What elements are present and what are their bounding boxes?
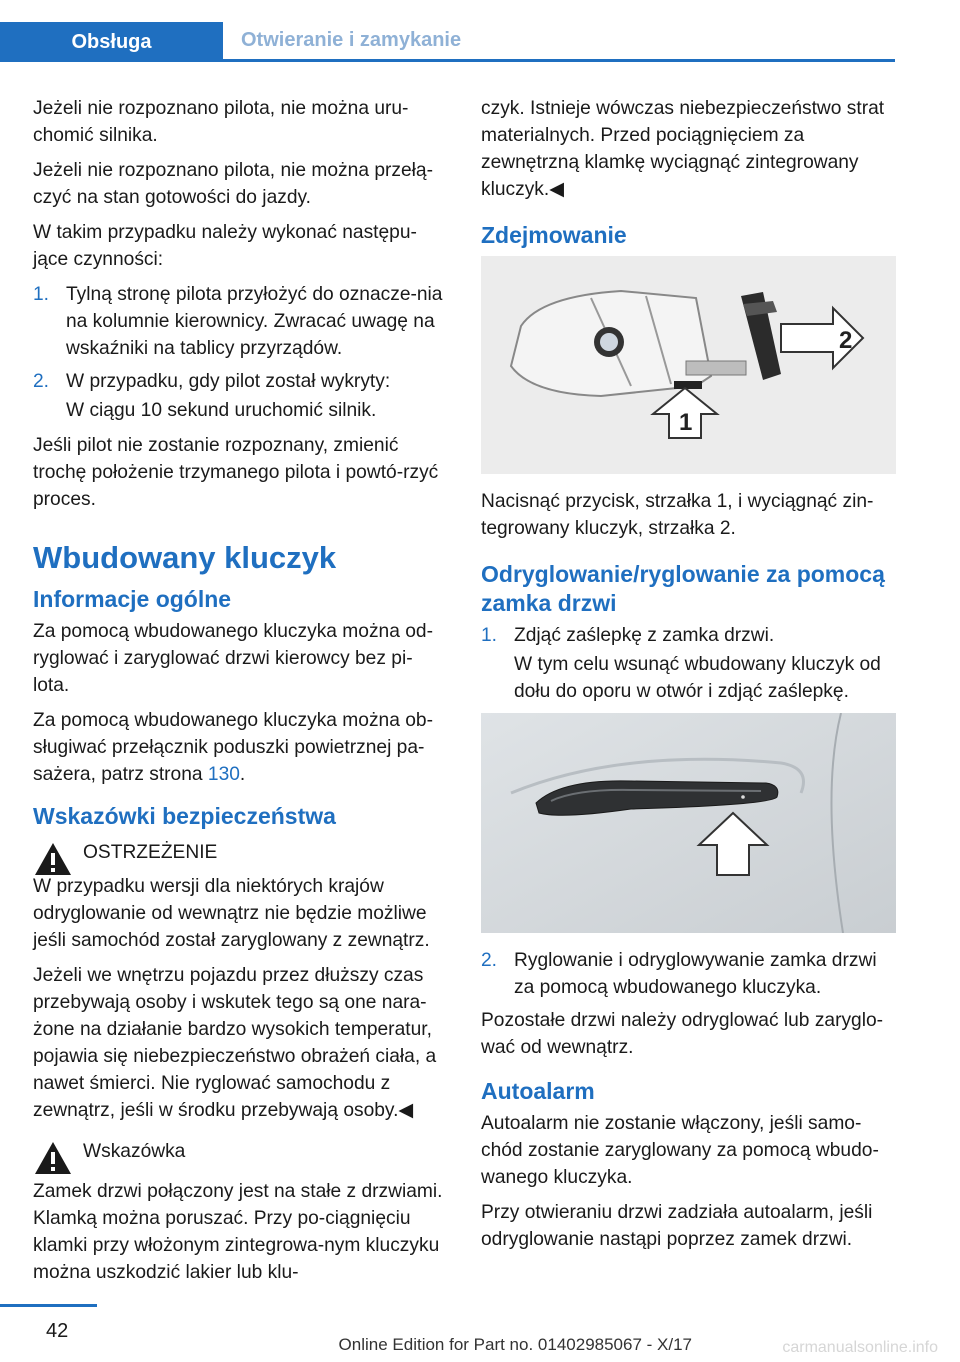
list-subtext: W tym celu wsunąć wbudowany kluczyk od dołu do oporu w otwór i zdjąć zaślepkę. bbox=[514, 654, 881, 702]
list-text: Zdjąć zaślepkę z zamka drzwi. bbox=[514, 625, 775, 646]
left-column bbox=[33, 95, 448, 1294]
warning-text: W przypadku wersji dla niektórych krajów odryglowanie od wewnątrz nie będzie możliwe jeśli samochód został zaryglowany z zewnątrz. bbox=[33, 876, 430, 951]
list-text: Tylną stronę pilota przyłożyć do oznacze‐nia na kolumnie kierownicy. Zwracać uwagę na wskaźniki na tablicy przyrządów. bbox=[66, 284, 443, 359]
subsection-heading: Wskazówki bezpieczeństwa bbox=[33, 803, 336, 829]
subsection-heading: Odryglowanie/ryglowanie za pomocą zamka drzwi bbox=[481, 561, 885, 616]
list-item bbox=[33, 368, 448, 395]
key-illustration bbox=[481, 256, 896, 474]
paragraph: Nacisnąć przycisk, strzałka 1, i wyciągnąć zin‐tegrowany kluczyk, strzałka 2. bbox=[481, 491, 874, 539]
list-item bbox=[33, 281, 448, 362]
list-number: 1. bbox=[481, 625, 498, 646]
arrow-1-label: 1 bbox=[679, 409, 693, 436]
paragraph: Przy otwieraniu drzwi zadziała autoalarm, jeśli odryglowanie nastąpi poprzez zamek drzwi. bbox=[481, 1202, 873, 1250]
tab-obsluga[interactable]: Obsługa bbox=[0, 22, 223, 62]
subsection-heading: Zdejmowanie bbox=[481, 222, 627, 248]
header-tabbar bbox=[0, 0, 895, 62]
warning-text: Jeżeli we wnętrzu pojazdu przez dłuższy czas przebywają osoby i wskutek tego są one nara‐żone na działanie bardzo wysokich temperatur, pojawia się niebezpieczeństwo obrażeń ciała, a nawet śmierci. Nie ryglować samochodu z zewnątrz, jeśli w środku przebywają osoby.◀ bbox=[33, 965, 437, 1121]
list-number: 2. bbox=[33, 371, 50, 392]
list-number: 1. bbox=[33, 284, 50, 305]
list-number: 2. bbox=[481, 950, 498, 971]
warning-heading: OSTRZEŻENIE bbox=[83, 842, 218, 863]
door-handle-illustration bbox=[481, 713, 896, 933]
paragraph: Pozostałe drzwi należy odryglować lub zaryglo‐wać od wewnątrz. bbox=[481, 1010, 884, 1058]
list-item bbox=[481, 622, 896, 649]
paragraph: W takim przypadku należy wykonać następu‐jące czynności: bbox=[33, 222, 417, 270]
warning-block bbox=[33, 835, 448, 877]
page-number: 42 bbox=[46, 1320, 69, 1342]
note-block bbox=[33, 1134, 448, 1176]
paragraph: Autoalarm nie zostanie włączony, jeśli samo‐chód zostanie zaryglowany za pomocą wbudo‐wanego kluczyka. bbox=[481, 1113, 879, 1188]
paragraph-text: . bbox=[239, 764, 246, 785]
watermark: carmanualsonline.info bbox=[782, 1339, 938, 1356]
section-heading: Wbudowany kluczyk bbox=[33, 540, 337, 575]
list-text: W przypadku, gdy pilot został wykryty: bbox=[66, 371, 391, 392]
subsection-heading: Autoalarm bbox=[481, 1078, 595, 1104]
list-item bbox=[481, 947, 896, 1001]
list-text: Ryglowanie i odryglowywanie zamka drzwi za pomocą wbudowanego kluczyka. bbox=[514, 950, 877, 998]
paragraph-text: Za pomocą wbudowanego kluczyka można ob‐sługiwać przełącznik poduszki powietrznej pa‐sażera, patrz strona bbox=[33, 710, 433, 785]
door-lock-figure bbox=[481, 713, 896, 933]
warning-icon bbox=[33, 841, 73, 877]
paragraph: Za pomocą wbudowanego kluczyka można od‐ryglować i zaryglować drzwi kierowcy bez pi‐lota. bbox=[33, 621, 433, 696]
tab-otwieranie-i-zamykanie[interactable]: Otwieranie i zamykanie bbox=[223, 22, 895, 62]
paragraph: Jeżeli nie rozpoznano pilota, nie można uru‐chomić silnika. bbox=[33, 98, 409, 146]
edition-note: Online Edition for Part no. 01402985067 - X/17 bbox=[338, 1335, 692, 1354]
note-text: Zamek drzwi połączony jest na stałe z drzwiami. Klamką można poruszać. Przy po‐ciągnięciu klamki przy włożonym zintegrowa‐nym kluczyku można uszkodzić lakier lub klu‐ bbox=[33, 1181, 443, 1283]
warning-icon bbox=[33, 1140, 73, 1176]
list-subtext: W ciągu 10 sekund uruchomić silnik. bbox=[66, 400, 377, 421]
paragraph: Jeżeli nie rozpoznano pilota, nie można przełą‐czyć na stan gotowości do jazdy. bbox=[33, 160, 433, 208]
key-figure bbox=[481, 256, 896, 474]
paragraph: czyk. Istnieje wówczas niebezpieczeństwo strat materialnych. Przed pociągnięciem za zewnętrzną klamkę wyciągnąć zintegrowany kluczyk.◀ bbox=[481, 98, 885, 200]
subsection-heading: Informacje ogólne bbox=[33, 586, 232, 612]
paragraph bbox=[33, 707, 448, 788]
paragraph: Jeśli pilot nie zostanie rozpoznany, zmienić trochę położenie trzymanego pilota i powtó‐rzyć proces. bbox=[33, 435, 439, 510]
page-link[interactable]: 130 bbox=[207, 764, 240, 785]
note-heading: Wskazówka bbox=[83, 1141, 186, 1162]
right-column bbox=[481, 95, 896, 1261]
arrow-2-label: 2 bbox=[839, 327, 853, 354]
footer-rule bbox=[0, 1304, 97, 1307]
